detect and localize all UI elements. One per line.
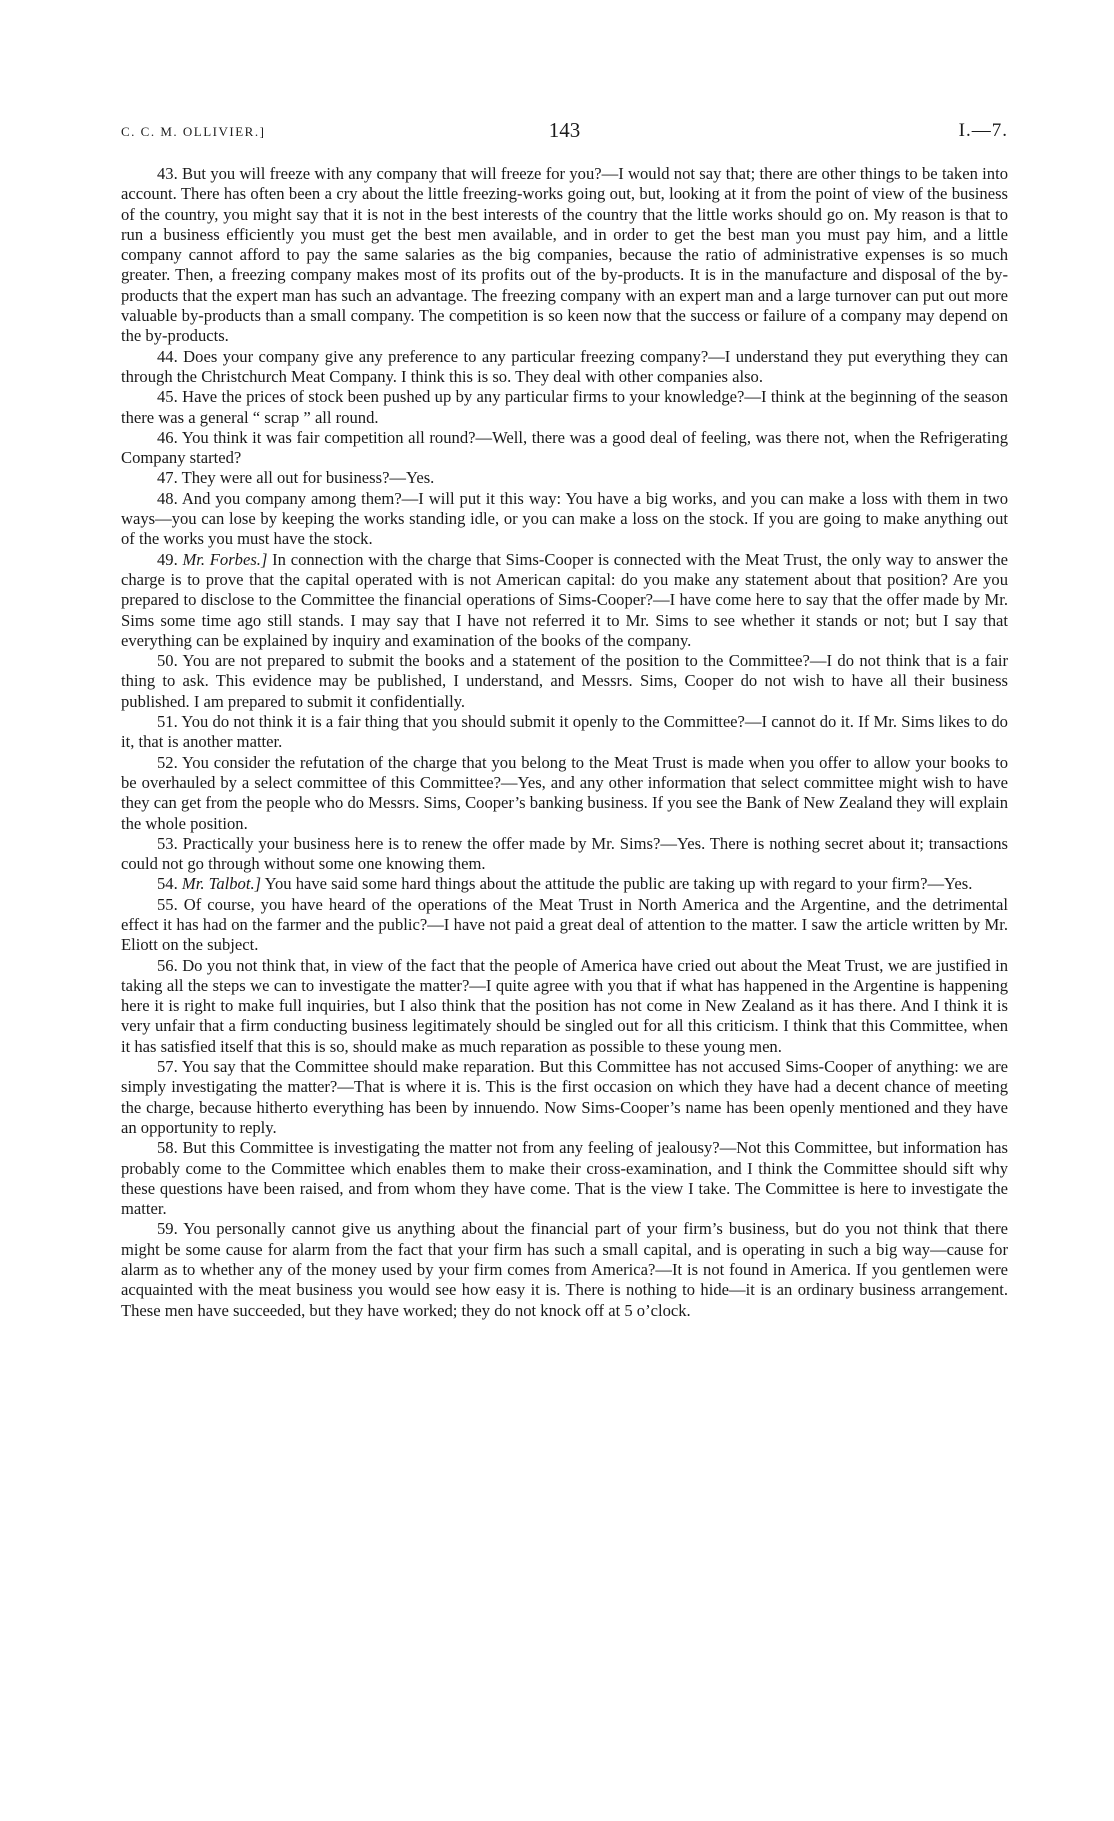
question-number: 53. [157,833,178,853]
question-number: 48. [157,488,178,508]
question-paragraph [121,753,1008,834]
question-number: 45. [157,387,178,407]
testimony-body [121,164,1008,1321]
question-number: 47. [157,468,178,488]
question-number: 50. [157,651,178,671]
question-number: 43. [157,164,178,183]
question-paragraph [121,895,1008,956]
question-paragraph [121,468,1008,488]
question-number: 44. [157,346,178,366]
question-text: And you company among them?—I will put it this way: You have a big works, and you can make a loss with them in two ways—you can lose by keeping the works standing idle, or you can make a loss on the stock. If you are going to make anything out of the works you must have the stock. [121,488,1009,549]
question-text: You do not think it is a fair thing that you should submit it openly to the Committee?—I cannot do it. If Mr. Sims likes to do it, that is another matter. [121,712,1008,752]
question-paragraph [121,550,1008,651]
page-header [121,118,1008,148]
question-number: 56. [157,955,178,975]
question-text: But you will freeze with any company that will freeze for you?—I would not say that; there are other things to be taken into account. There has often been a cry about the little freezing-works going out, but, looking at it from the point of view of the business of the country, you might say that it is not in the best interests of the country that the little works should go on. My reason is that to run a business efficiently you must get the best men available, and in order to get the best man you must pay him, and a little company cannot afford to pay the same salaries as the big companies, because the ratio of administrative expenses is so much greater. Then, a freezing company makes most of its profits out of the by-products. It is in the manufacture and disposal of the by-products that the expert man has such an advantage. The freezing company with an expert man and a large turnover can put out more valuable by-products than a small company. The competition is so keen now that the success or failure of a company may depend on the by-products. [121,164,1008,346]
question-paragraph [121,347,1008,388]
question-paragraph [121,1057,1008,1138]
question-number: 59. [157,1219,178,1239]
document-page [121,118,1008,1321]
question-paragraph [121,1138,1008,1219]
question-number: 52. [157,752,178,772]
question-paragraph [121,874,1008,894]
question-text: Does your company give any preference to any particular freezing company?—I understand they put everything they can through the Christchurch Meat Company. I think this is so. They deal with other companies also. [121,346,1008,386]
question-number: 51. [157,712,178,732]
question-number: 54. [157,874,178,894]
speaker-name: Mr. Talbot.] [181,874,262,894]
question-text: You personally cannot give us anything about the financial part of your firm’s business, but do you not think that there might be some cause for alarm from the fact that your firm has such a small capital, and is operating in such a big way—cause for alarm as to whether any of the money used by your firm comes from America?—It is not found in America. If you gentlemen were acquainted with the meat business you would see how easy it is. There is nothing to hide—it is an ordinary business arrangement. These men have succeeded, but they have worked; they do not knock off at 5 o’clock. [121,1219,1008,1320]
question-text: You think it was fair competition all round?—Well, there was a good deal of feeling, was there not, when the Refrigerating Company started? [121,427,1008,468]
witness-name: C. C. M. OLLIVIER.] [121,124,266,139]
question-number: 57. [157,1057,178,1077]
question-text: In connection with the charge that Sims-Cooper is connected with the Meat Trust, the only way to answer the charge is to prove that the capital operated with is not American capital: do you make any statement about that position? Are you prepared to disclose to the Committee the financial operations of Sims-Cooper?—I have come here to say that the offer made by Mr. Sims some time ago still stands. I may say that I have not referred it to Mr. Sims to see whether it stands or not; but I say that everything can be explained by inquiry and examination of the books of the company. [121,549,1009,650]
question-number: 46. [157,427,178,447]
question-number: 55. [157,894,178,914]
question-text: You are not prepared to submit the books and a statement of the position to the Committee?—I do not think that is a fair thing to ask. This evidence may be published, I understand, and Messrs. Sims, Cooper do not wish to have all their business published. I am prepared to submit it confidentially. [121,651,1008,711]
paper-reference: I.—7. [958,120,1008,141]
question-paragraph [121,834,1008,875]
question-paragraph [121,1219,1008,1320]
page-number: 143 [548,118,581,142]
question-paragraph [121,428,1008,469]
question-text: You have said some hard things about the attitude the public are taking up with regard to your firm?—Yes. [264,874,973,894]
question-text: But this Committee is investigating the matter not from any feeling of jealousy?—Not this Committee, but information has probably come to the Committee which enables them to make their cross-examination, and I think the Committee should sift why these questions have been raised, and from whom they have come. That is the view I take. The Committee is here to investigate the matter. [121,1138,1009,1219]
question-paragraph [121,387,1008,428]
question-paragraph [121,651,1008,712]
question-paragraph [121,956,1008,1057]
question-text: Practically your business here is to renew the offer made by Mr. Sims?—Yes. There is nothing secret about it; transactions could not go through without some one knowing them. [121,833,1008,874]
question-paragraph [121,712,1008,753]
question-text: Have the prices of stock been pushed up by any particular firms to your knowledge?—I think at the beginning of the season there was a general “ scrap ” all round. [121,387,1008,427]
question-text: You consider the refutation of the charge that you belong to the Meat Trust is made when you offer to allow your books to be overhauled by a select committee of this Committee?—Yes, and any other information that select committee might wish to have they can get from the people who do Messrs. Sims, Cooper’s banking business. If you see the Bank of New Zealand they will explain the whole position. [121,752,1008,833]
question-paragraph [121,489,1008,550]
question-text: Of course, you have heard of the operations of the Meat Trust in North America and the Argentine, and the detrimental effect it has had on the farmer and the public?—I have not paid a great deal of attention to the matter. I saw the article written by Mr. Eliott on the subject. [121,894,1008,955]
question-number: 49. [157,549,178,569]
question-paragraph [121,164,1008,347]
question-text: Do you not think that, in view of the fact that the people of America have cried out about the Meat Trust, we are justified in taking all the steps we can to investigate the matter?—I quite agree with you that if what has happened in the Argentine is happening here it is right to make full inquiries, but I also think that the position has not come in New Zealand as it has there. And I think it is very unfair that a firm conducting business legitimately should be singled out for all this criticism. I think that this Committee, when it has satisfied itself that this is so, should make as much reparation as possible to these young men. [121,955,1008,1056]
question-text: They were all out for business?—Yes. [181,468,435,488]
question-number: 58. [157,1138,178,1158]
speaker-name: Mr. Forbes.] [182,549,268,569]
question-text: You say that the Committee should make reparation. But this Committee has not accused Sims-Cooper of anything: we are simply investigating the matter?—That is where it is. This is the first occasion on which they have had a decent chance of meeting the charge, because hitherto everything has been by innuendo. Now Sims-Cooper’s name has been openly mentioned and they have an opportunity to reply. [121,1057,1008,1137]
